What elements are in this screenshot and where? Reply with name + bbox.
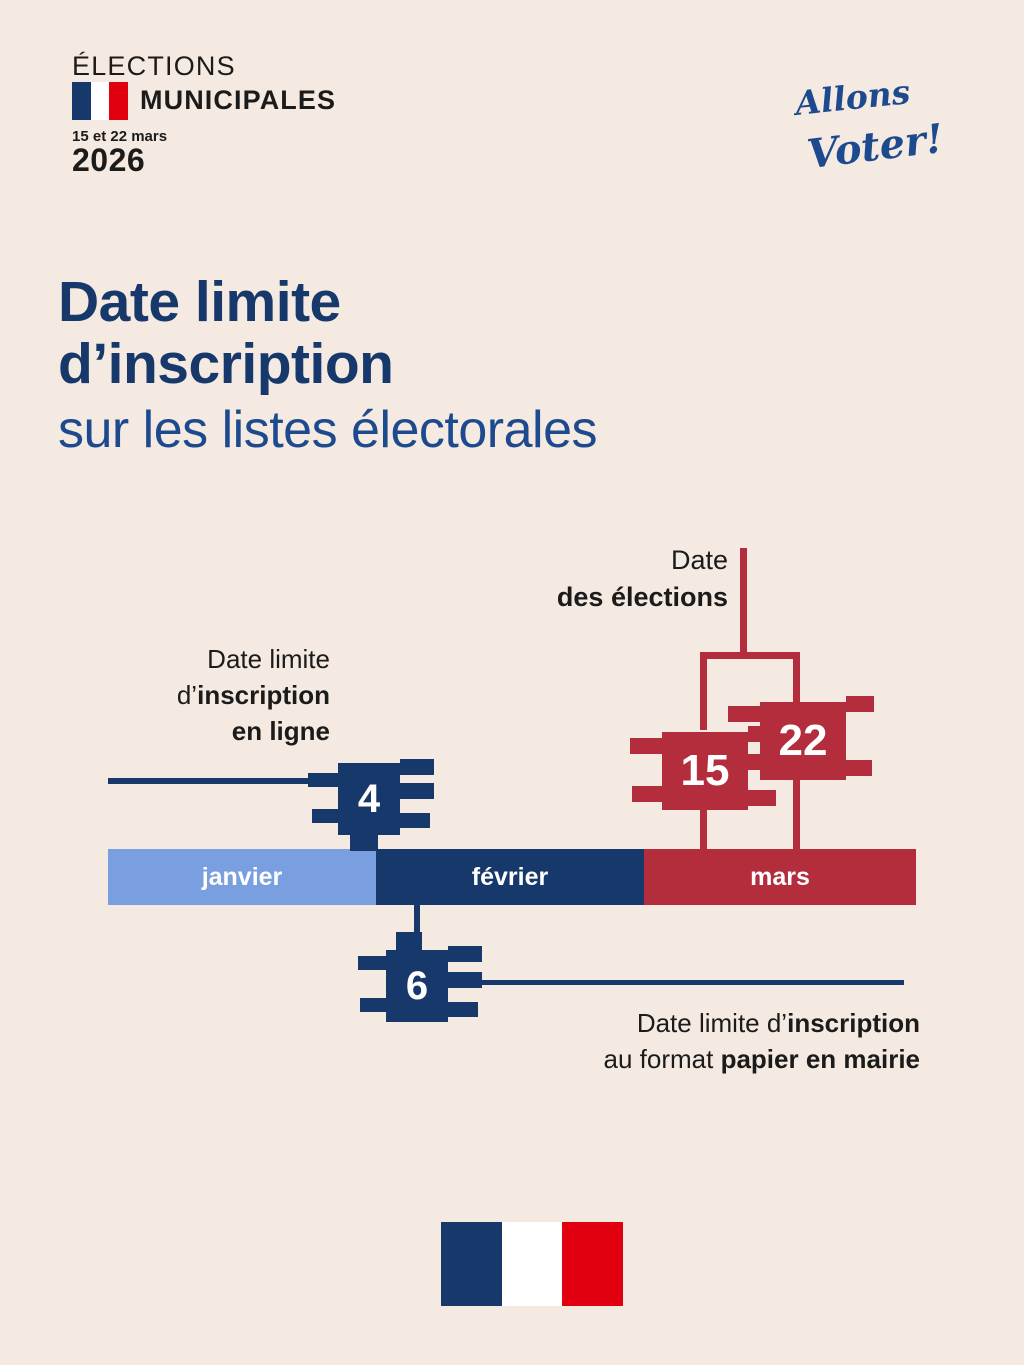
marker-badge-15 — [662, 732, 748, 810]
round2-connector-bottom — [793, 778, 800, 852]
header-year: 2026 — [72, 142, 146, 179]
paper-label-line1-bold: inscription — [787, 1008, 920, 1038]
allons-voter-line2: Voter! — [804, 114, 946, 179]
header-logo-block — [72, 52, 492, 179]
online-label-line2-bold: inscription — [197, 679, 330, 710]
header-flag-row — [72, 82, 492, 120]
online-connector-horizontal — [108, 778, 340, 784]
title-line-2: d’inscription — [58, 331, 394, 396]
month-fevrier: février — [376, 849, 644, 905]
allons-voter-line1: Allons — [793, 72, 912, 123]
marker-badge-4-value: 4 — [338, 763, 400, 835]
elections-connector-vertical — [740, 548, 747, 658]
paper-label-line2-bold: papier en mairie — [720, 1044, 920, 1075]
elections-label-line2: des élections — [556, 582, 728, 613]
paper-label-line1-normal: Date limite d’ — [636, 1008, 788, 1038]
online-label-line1: Date limite — [207, 644, 330, 674]
marker-badge-4 — [338, 763, 400, 835]
month-mars: mars — [644, 849, 916, 905]
online-deadline-label — [90, 642, 330, 750]
timeline-diagram — [0, 520, 1024, 1140]
title-line-1: Date limite — [58, 270, 341, 334]
marker-badge-6 — [386, 950, 448, 1022]
month-janvier: janvier — [108, 849, 376, 905]
marianne-profile-icon — [502, 1230, 563, 1298]
paper-connector-horizontal — [446, 980, 904, 985]
marianne-french-republic-logo — [441, 1222, 623, 1306]
round1-connector-top — [700, 652, 707, 730]
elections-connector-horizontal — [700, 652, 800, 659]
paper-deadline-label — [460, 1005, 920, 1078]
elections-label-line1: Date — [670, 545, 728, 575]
month-bar — [108, 849, 916, 905]
round2-connector-top — [793, 652, 800, 702]
online-label-line3: en ligne — [231, 715, 330, 746]
elections-date-label — [470, 542, 728, 617]
paper-label-line2-normal: au format — [603, 1044, 721, 1075]
marker-badge-15-value: 15 — [662, 732, 748, 810]
municipales-word: MUNICIPALES — [140, 85, 337, 116]
french-flag-icon — [72, 82, 128, 120]
page-title — [58, 272, 938, 461]
title-line-3: sur les listes électorales — [58, 401, 597, 460]
round1-connector-bottom — [700, 808, 707, 852]
elections-word: ÉLECTIONS — [72, 51, 236, 81]
marker-badge-6-value: 6 — [386, 950, 448, 1022]
allons-voter-logo — [789, 72, 964, 188]
marker-badge-22-value: 22 — [760, 702, 846, 780]
online-label-line2-normal: d’ — [176, 679, 198, 710]
marker-badge-22 — [760, 702, 846, 780]
header-dates: 15 et 22 mars — [72, 128, 168, 146]
